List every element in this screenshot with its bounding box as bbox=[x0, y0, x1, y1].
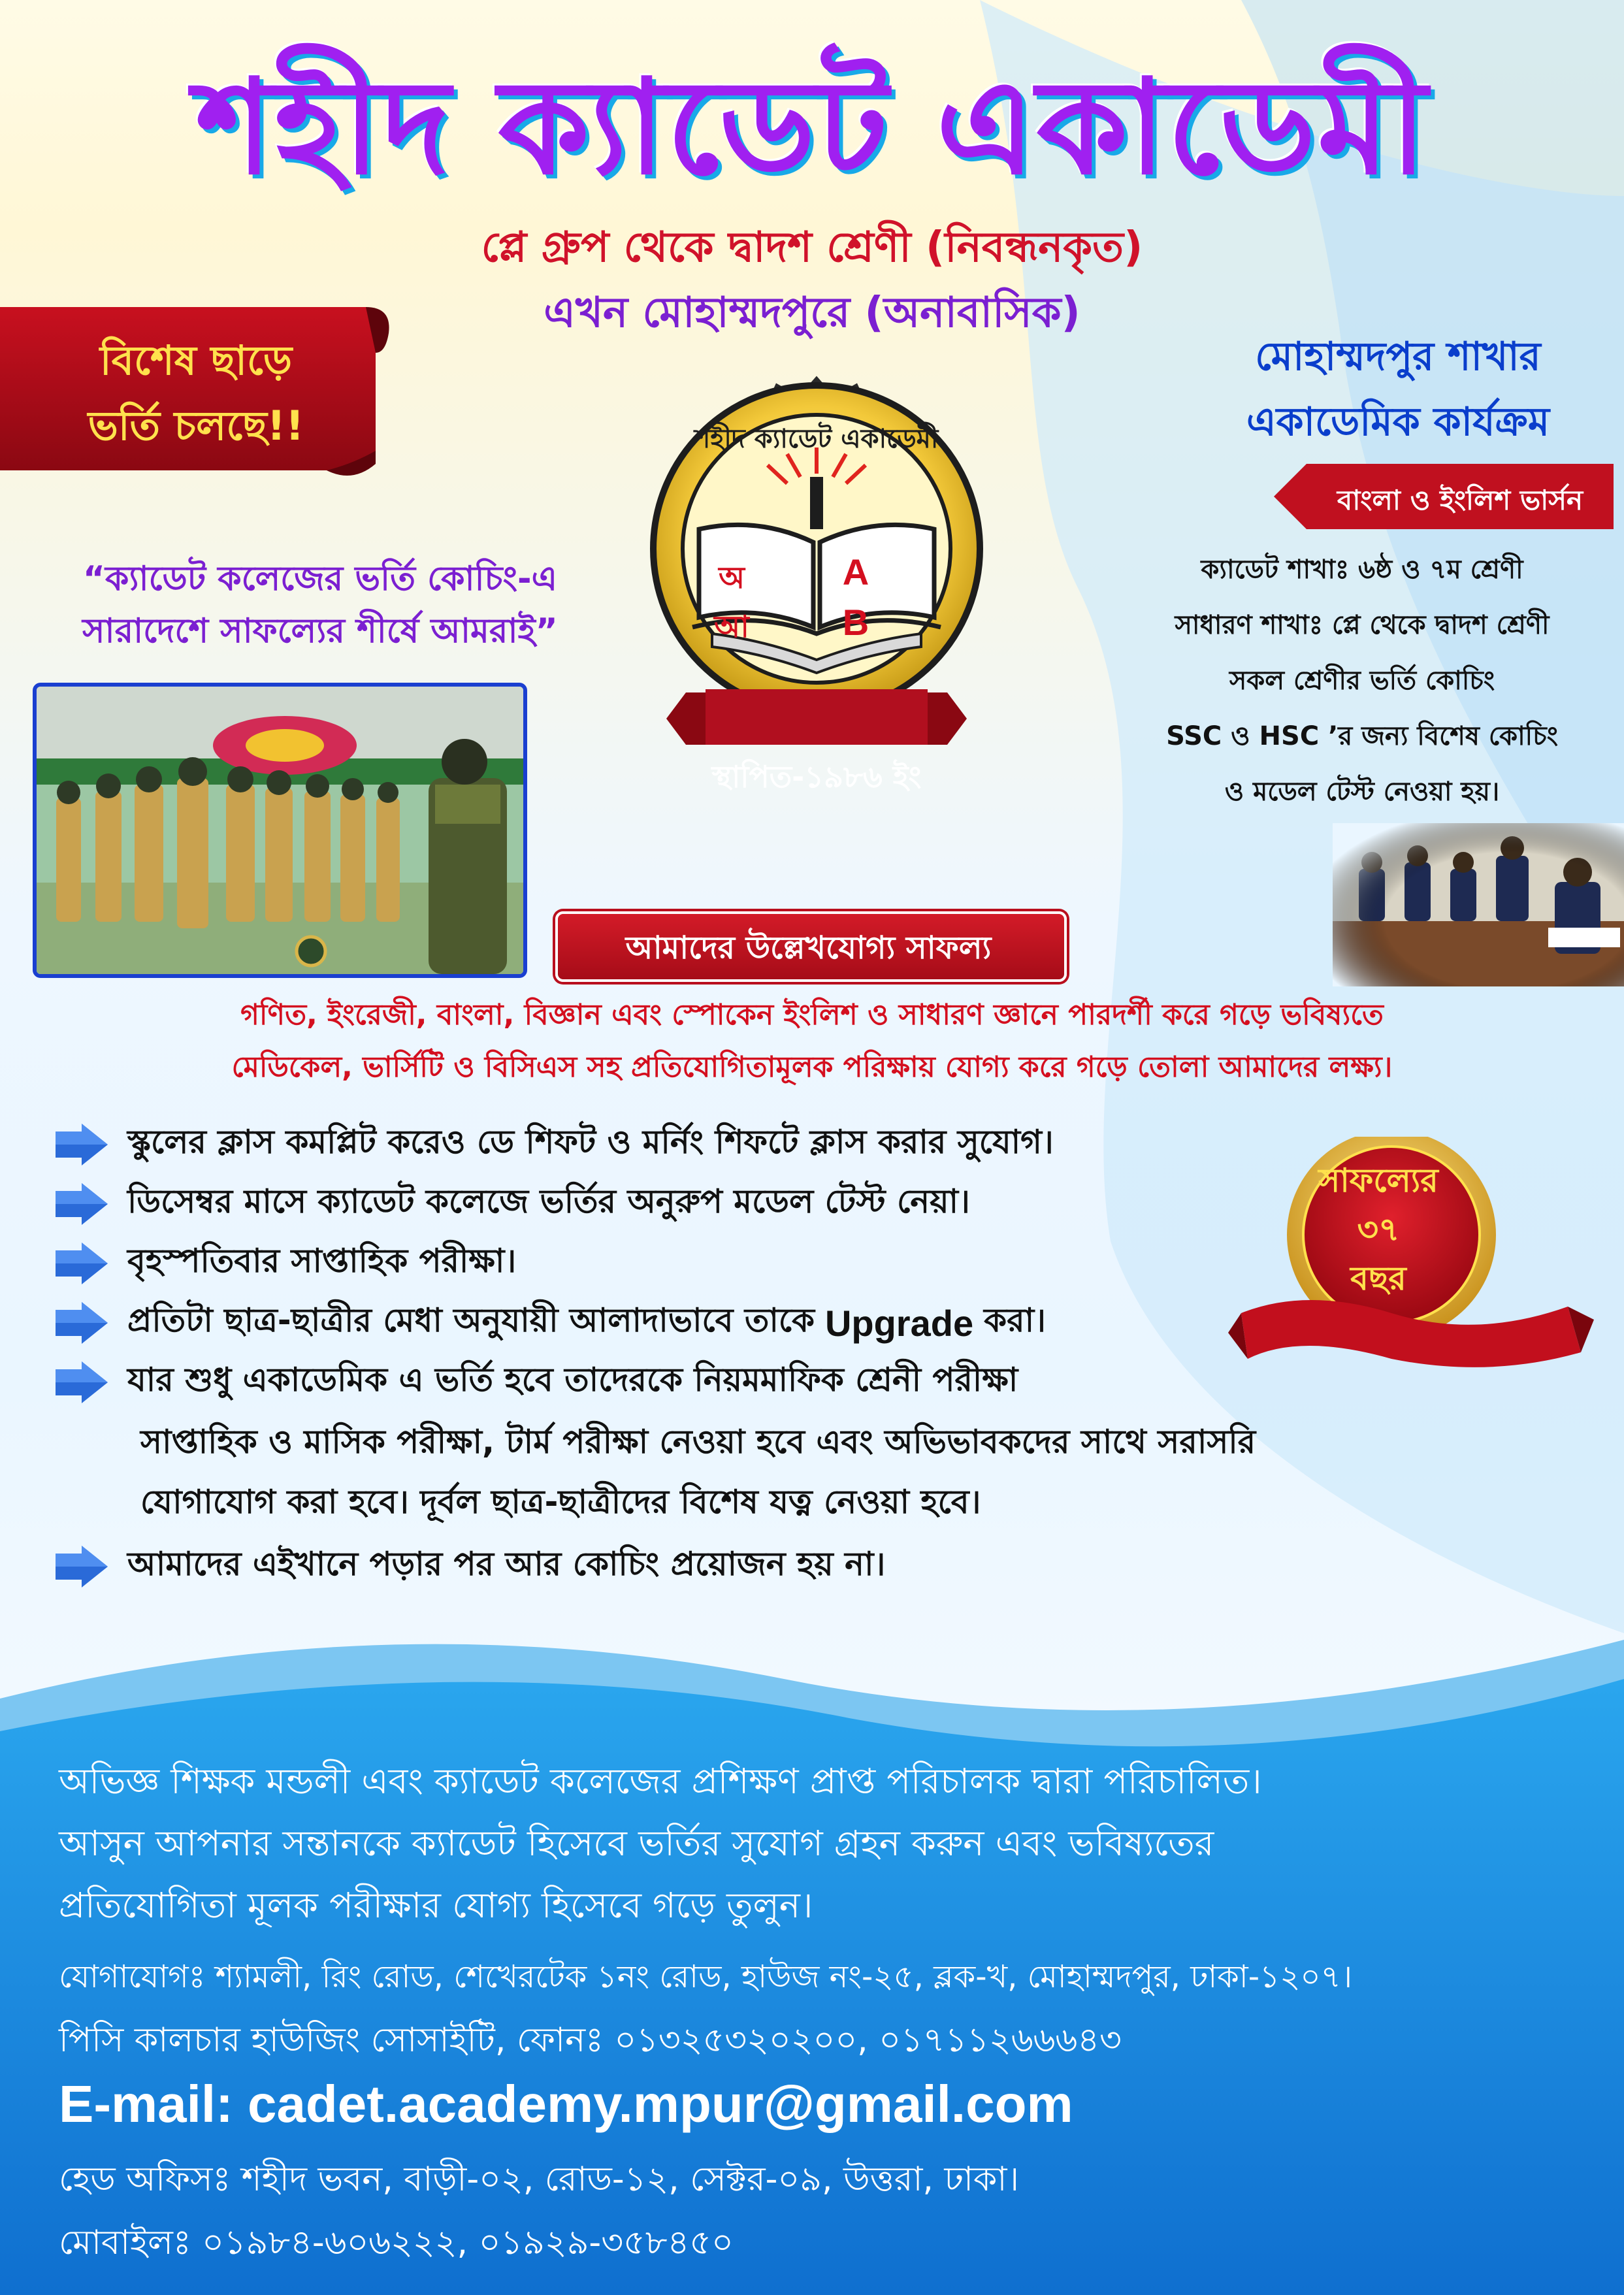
feature-text-4c: করা। bbox=[984, 1301, 1046, 1339]
feature-text-1: স্কুলের ক্লাস কমপ্লিট করেও ডে শিফট ও মর্নিং শিফটে ক্লাস করার সুযোগ। bbox=[127, 1122, 1054, 1161]
program-line-1: ক্যাডেট শাখাঃ ৬ষ্ঠ ও ৭ম শ্রেণী bbox=[1201, 555, 1523, 585]
feature-item-2 bbox=[56, 1178, 970, 1230]
seal-line-3: বছর bbox=[1350, 1260, 1406, 1297]
program-line-4: SSC ও HSC ’র জন্য বিশেষ কোচিং bbox=[1166, 721, 1558, 751]
subtitle-location: এখন মোহাম্মদপুরে (অনাবাসিক) bbox=[544, 289, 1080, 337]
arrow-bullet-icon bbox=[56, 1124, 108, 1165]
feature-text-3: বৃহস্পতিবার সাপ্তাহিক পরীক্ষা। bbox=[127, 1241, 517, 1280]
logo-ring-text: শহীদ ক্যাডেট একাডেমী bbox=[694, 424, 939, 454]
ribbon-line-2: ভর্তি চলছে!! bbox=[88, 402, 304, 449]
branch-title-line-1: মোহাম্মদপুর শাখার bbox=[1255, 334, 1541, 380]
feature-item-5 bbox=[56, 1356, 1018, 1408]
branch-title-line-2: একাডেমিক কার্যক্রম bbox=[1246, 399, 1550, 445]
feature-text-4-upgrade: Upgrade bbox=[824, 1302, 974, 1344]
arrow-bullet-icon bbox=[56, 1243, 108, 1284]
head-office-address: হেড অফিসঃ শহীদ ভবন, বাড়ী-০২, রোড-১২, সেক্টর-০৯, উত্তরা, ঢাকা। bbox=[59, 2160, 1020, 2199]
quote-line-1: “ক্যাডেট কলেজের ভর্তি কোচিং-এ bbox=[82, 559, 558, 598]
contact-phone: পিসি কালচার হাউজিং সোসাইটি, ফোনঃ ০১৩২৫৩২০২০০, ০১৭১১২৬৬৬৪৩ bbox=[59, 2021, 1122, 2060]
version-banner-label: বাংলা ও ইংলিশ ভার্সন bbox=[1337, 484, 1583, 516]
arrow-bullet-icon bbox=[56, 1546, 108, 1587]
feature-item-3 bbox=[56, 1237, 516, 1290]
quote-line-2: সারাদেশে সাফল্যের শীর্ষে আমরাই” bbox=[82, 611, 558, 651]
feature-text-2: ডিসেম্বর মাসে ক্যাডেট কলেজে ভর্তির অনুরুপ মডেল টেস্ট নেয়া। bbox=[127, 1182, 970, 1220]
feature-text-5-line-3: যোগাযোগ করা হবে। দূর্বল ছাত্র-ছাত্রীদের বিশেষ যত্ন নেওয়া হবে। bbox=[140, 1483, 981, 1521]
contact-email[interactable]: E-mail: cadet.academy.mpur@gmail.com bbox=[59, 2075, 1073, 2133]
arrow-bullet-icon bbox=[56, 1302, 108, 1344]
contact-address: যোগাযোগঃ শ্যামলী, রিং রোড, শেখেরটেক ১নং রোড, হাউজ নং-২৫, ব্লক-খ, মোহাম্মদপুর, ঢাকা-১২০৭। bbox=[59, 1959, 1352, 1995]
subtitle-classes: প্লে গ্রুপ থেকে দ্বাদশ শ্রেণী (নিবন্ধনকৃত) bbox=[481, 223, 1143, 272]
seal-line-2: ৩৭ bbox=[1357, 1211, 1400, 1248]
feature-text-6: আমাদের এইখানে পড়ার পর আর কোচিং প্রয়োজন হয় না। bbox=[127, 1544, 886, 1583]
program-line-2: সাধারণ শাখাঃ প্লে থেকে দ্বাদশ শ্রেণী bbox=[1175, 610, 1550, 640]
feature-item-4 bbox=[56, 1297, 1046, 1349]
contact-mobile: মোবাইলঃ ০১৯৮৪-৬০৬২২২, ০১৯২৯-৩৫৮৪৫০ bbox=[59, 2223, 734, 2262]
achievement-banner-label: আমাদের উল্লেখযোগ্য সাফল্য bbox=[625, 930, 992, 966]
cadets-parade-photo bbox=[33, 683, 527, 978]
logo-book-letter-2: আ bbox=[714, 609, 749, 644]
ribbon-line-1: বিশেষ ছাড়ে bbox=[99, 336, 293, 384]
logo-book-letter-A: A bbox=[842, 551, 869, 593]
arrow-bullet-icon bbox=[56, 1183, 108, 1225]
footer-line-1: অভিজ্ঞ শিক্ষক মন্ডলী এবং ক্যাডেট কলেজের প্রশিক্ষণ প্রাপ্ত পরিচালক দ্বারা পরিচালিত। bbox=[59, 1761, 1262, 1802]
program-line-5: ও মডেল টেস্ট নেওয়া হয়। bbox=[1224, 777, 1500, 807]
feature-item-6 bbox=[56, 1540, 885, 1593]
arrow-bullet-icon bbox=[56, 1361, 108, 1403]
logo-book-letter-B: B bbox=[842, 602, 869, 643]
page-title: শহীদ ক্যাডেট একাডেমী bbox=[195, 52, 1429, 204]
feature-text-4a: প্রতিটা ছাত্র-ছাত্রীর মেধা অনুযায়ী আলাদাভাবে তাকে bbox=[127, 1301, 815, 1339]
footer-line-2: আসুন আপনার সন্তানকে ক্যাডেট হিসেবে ভর্তির সুযোগ গ্রহন করুন এবং ভবিষ্যতের bbox=[59, 1823, 1214, 1864]
goal-paragraph-line-2: মেডিকেল, ভার্সিটি ও বিসিএস সহ প্রতিযোগিতামূলক পরিক্ষায় যোগ্য করে গড়ে তোলা আমাদের লক্ষ্য। bbox=[231, 1050, 1393, 1084]
established-year: স্থাপিত-১৯৮৬ ইং bbox=[711, 759, 922, 794]
seal-line-1: সাফল্যের bbox=[1318, 1162, 1438, 1199]
classroom-photo bbox=[1333, 823, 1624, 986]
feature-text-5-line-1: যার শুধু একাডেমিক এ ভর্তি হবে তাদেরকে নিয়মমাফিক শ্রেনী পরীক্ষা bbox=[127, 1360, 1018, 1399]
program-line-3: সকল শ্রেণীর ভর্তি কোচিং bbox=[1229, 666, 1495, 696]
footer-line-3: প্রতিযোগিতা মূলক পরীক্ষার যোগ্য হিসেবে গড়ে তুলুন। bbox=[59, 1885, 813, 1926]
goal-paragraph-line-1: গণিত, ইংরেজী, বাংলা, বিজ্ঞান এবং স্পোকেন ইংলিশ ও সাধারণ জ্ঞানে পারদর্শী করে গড়ে ভবিষ্যতে bbox=[240, 998, 1384, 1032]
feature-text-5-line-2: সাপ্তাহিক ও মাসিক পরীক্ষা, টার্ম পরীক্ষা নেওয়া হবে এবং অভিভাবকদের সাথে সরাসরি bbox=[140, 1423, 1256, 1461]
feature-item-1 bbox=[56, 1118, 1054, 1171]
logo-book-letter-1: অ bbox=[719, 560, 745, 595]
